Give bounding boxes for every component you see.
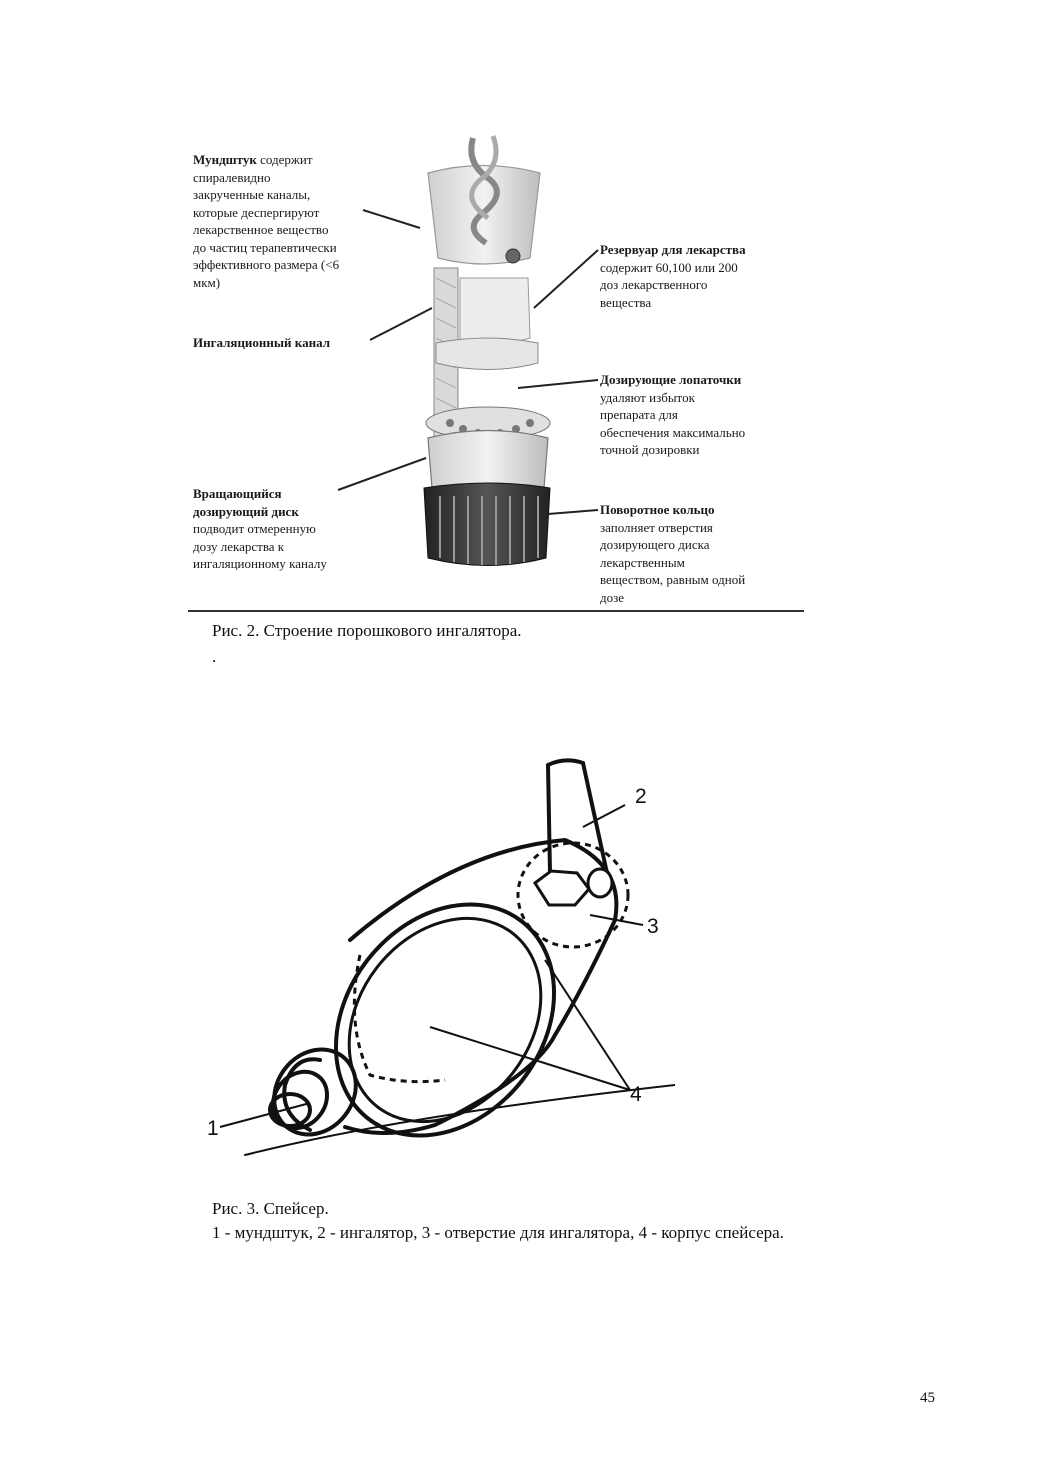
label-reservoir-title: Резервуар для лекарства	[600, 242, 746, 257]
figure3-legend: 1 - мундштук, 2 - ингалятор, 3 - отверстие для ингалятора, 4 - корпус спейсера.	[212, 1223, 784, 1242]
label-rotary-ring-title: Поворотное кольцо	[600, 502, 715, 517]
label-rotating-disk	[193, 485, 393, 573]
label-dosing-blades-line: обеспечения максимально	[600, 424, 746, 440]
label-mouthpiece-line: лекарственное вещество	[193, 222, 329, 237]
callout-number-4: 4	[630, 1083, 642, 1106]
label-rotating-disk-title: дозирующий диск	[193, 503, 299, 519]
label-rotating-disk-title: Вращающийся	[193, 486, 282, 501]
label-rotary-ring	[600, 501, 800, 606]
label-reservoir	[600, 241, 800, 311]
figure2-bottom-rule	[188, 610, 804, 612]
figure3-caption: Рис. 3. Спейсер.	[212, 1199, 329, 1218]
label-mouthpiece-title: Мундштук	[193, 152, 257, 167]
callout-number-1: 1	[207, 1117, 219, 1140]
label-mouthpiece-line: закрученные каналы,	[193, 187, 311, 202]
label-inhalation-channel	[193, 334, 393, 352]
figure-powder-inhaler	[188, 118, 804, 614]
label-rotating-disk-line: дозу лекарства к	[193, 538, 285, 554]
label-rotary-ring-line: заполняет отверстия	[600, 519, 713, 535]
figure2-caption-dot: .	[212, 647, 217, 666]
label-reservoir-line: вещества	[600, 294, 652, 310]
label-rotating-disk-line: ингаляционному каналу	[193, 556, 327, 571]
label-rotating-disk-line: подводит отмеренную	[193, 521, 316, 536]
label-mouthpiece-line: мкм)	[193, 274, 221, 290]
label-mouthpiece-line: которые деспергируют	[193, 204, 320, 220]
page-number: 45	[920, 1390, 935, 1406]
label-dosing-blades-line: точной дозировки	[600, 442, 700, 457]
label-rotary-ring-line: веществом, равным одной	[600, 572, 746, 587]
label-rotary-ring-line: дозе	[600, 589, 625, 605]
label-mouthpiece-line: до частиц терапевтически	[193, 239, 337, 255]
spacer-illustration	[205, 755, 675, 1165]
label-reservoir-line: содержит 60,100 или 200	[600, 259, 738, 275]
figure2-caption: Рис. 2. Строение порошкового ингалятора.	[212, 621, 522, 640]
label-mouthpiece-line: содержит	[260, 152, 313, 167]
callout-number-2: 2	[635, 785, 647, 808]
label-inhalation-channel-title: Ингаляционный канал	[193, 335, 330, 350]
label-reservoir-line: доз лекарственного	[600, 277, 708, 292]
label-rotary-ring-line: лекарственным	[600, 554, 685, 570]
label-dosing-blades	[600, 371, 800, 459]
label-mouthpiece-line: спиралевидно	[193, 169, 271, 185]
label-dosing-blades-title: Дозирующие лопаточки	[600, 372, 742, 387]
figure-spacer	[205, 755, 675, 1165]
label-dosing-blades-line: удаляют избыток	[600, 389, 695, 405]
label-dosing-blades-line: препарата для	[600, 407, 678, 422]
label-mouthpiece-line: эффективного размера (<6	[193, 257, 340, 272]
callout-number-3: 3	[647, 915, 659, 938]
label-rotary-ring-line: дозирующего диска	[600, 537, 710, 552]
label-mouthpiece	[193, 151, 393, 291]
